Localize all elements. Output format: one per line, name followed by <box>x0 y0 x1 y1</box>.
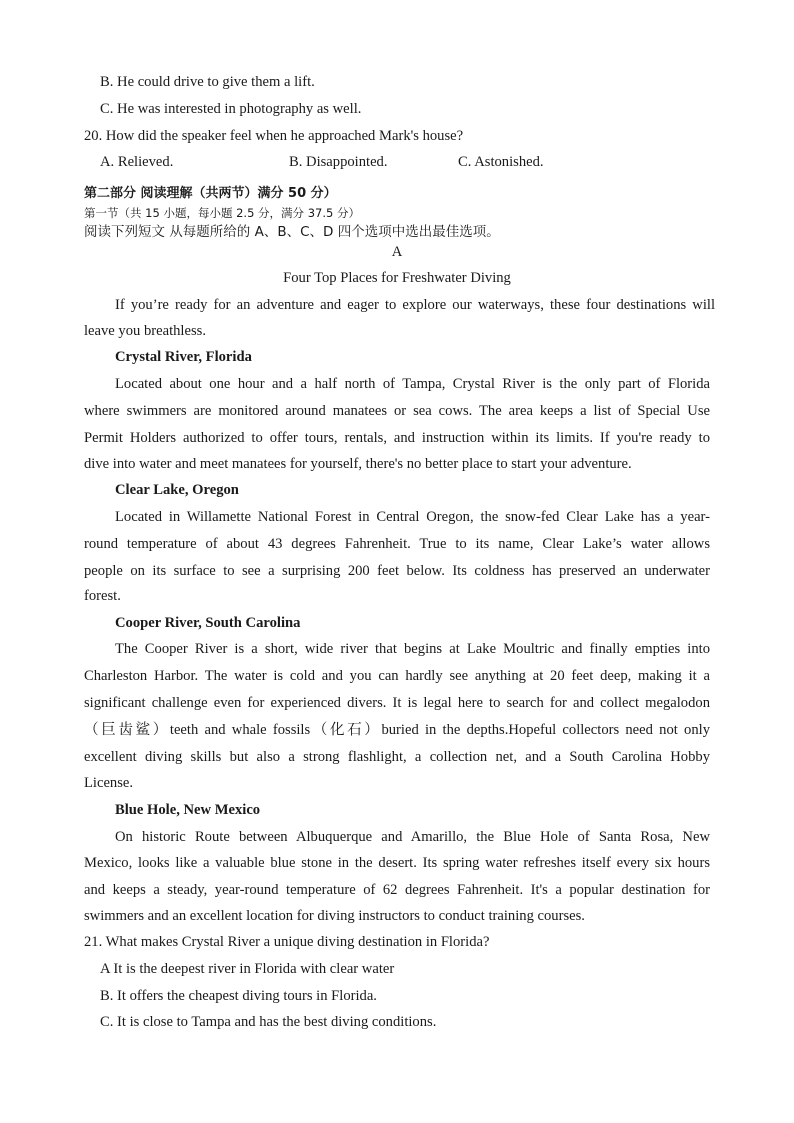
paragraph-line: round temperature of about 43 degrees Fahrenheit. True to its name, Clear Lake’s water allows <box>84 536 710 552</box>
q20-option-b: B. Disappointed. <box>289 154 388 170</box>
paragraph-line: （巨齿鲨）teeth and whale fossils（化石）buried in the depths.Hopeful collectors need not only <box>84 722 710 738</box>
paragraph-line: Permit Holders authorized to offer tours, rentals, and instruction within its limits. If you're ready to <box>84 430 710 446</box>
q19-option-b: B. He could drive to give them a lift. <box>100 74 315 90</box>
paragraph-line: Located about one hour and a half north of Tampa, Crystal River is the only part of Florida <box>115 376 710 392</box>
paragraph-line: Located in Willamette National Forest in Central Oregon, the snow-fed Clear Lake has a year- <box>115 509 710 525</box>
paragraph-line: swimmers and an excellent location for diving instructors to conduct training courses. <box>84 908 585 924</box>
section-heading-blue-hole: Blue Hole, New Mexico <box>115 802 261 818</box>
passage-title: Four Top Places for Freshwater Diving <box>283 270 511 286</box>
intro-line: If you’re ready for an adventure and eager to explore our waterways, these four destinations will <box>115 297 715 313</box>
q20-option-a: A. Relieved. <box>100 154 174 170</box>
paragraph-line: Charleston Harbor. The water is cold and you can hardly see anything at 20 feet deep, making it a <box>84 668 710 684</box>
q20-stem: 20. How did the speaker feel when he approached Mark's house? <box>84 128 464 144</box>
section1-title: 第一节（共 15 小题，每小题 2.5 分，满分 37.5 分） <box>84 206 360 220</box>
paragraph-line: significant challenge even for experienced divers. It is legal here to search for and collect megalodon <box>84 695 710 711</box>
section-heading-clear-lake: Clear Lake, Oregon <box>115 482 239 498</box>
q21-option-c: C. It is close to Tampa and has the best diving conditions. <box>100 1014 437 1030</box>
paragraph-line: License. <box>84 775 134 791</box>
q19-option-c: C. He was interested in photography as well. <box>100 101 362 117</box>
paragraph-line: people on its surface to see a surprising 200 feet below. Its coldness has preserved an underwater <box>84 563 710 579</box>
part2-title: 第二部分 阅读理解（共两节）满分 50 分） <box>84 186 337 201</box>
paragraph-line: excellent diving skills but also a strong flashlight, a collection net, and a South Carolina Hobby <box>84 749 710 765</box>
q20-option-c: C. Astonished. <box>458 154 544 170</box>
passage-letter: A <box>391 244 403 260</box>
paragraph-line: forest. <box>84 588 121 604</box>
q21-option-b: B. It offers the cheapest diving tours in Florida. <box>100 988 377 1004</box>
q21-stem: 21. What makes Crystal River a unique diving destination in Florida? <box>84 934 490 950</box>
reading-instruction: 阅读下列短文 从每题所给的 A、B、C、D 四个选项中选出最佳选项。 <box>84 224 500 240</box>
paragraph-line: Mexico, looks like a valuable blue stone in the desert. Its spring water refreshes itself every six hours <box>84 855 710 871</box>
paragraph-line: where swimmers are monitored around manatees or sea cows. The area keeps a list of Special Use <box>84 403 710 419</box>
section-heading-crystal-river: Crystal River, Florida <box>115 349 252 365</box>
paragraph-line: On historic Route between Albuquerque and Amarillo, the Blue Hole of Santa Rosa, New <box>115 829 710 845</box>
intro-line: leave you breathless. <box>84 323 206 339</box>
paragraph-line: dive into water and meet manatees for yourself, there's no better place to start your adventure. <box>84 456 632 472</box>
paragraph-line: The Cooper River is a short, wide river that begins at Lake Moultric and finally empties into <box>115 641 710 657</box>
paragraph-line: and keeps a steady, year-round temperature of 62 degrees Fahrenheit. It's a popular destination for <box>84 882 710 898</box>
q21-option-a: A It is the deepest river in Florida with clear water <box>100 961 395 977</box>
section-heading-cooper-river: Cooper River, South Carolina <box>115 615 301 631</box>
